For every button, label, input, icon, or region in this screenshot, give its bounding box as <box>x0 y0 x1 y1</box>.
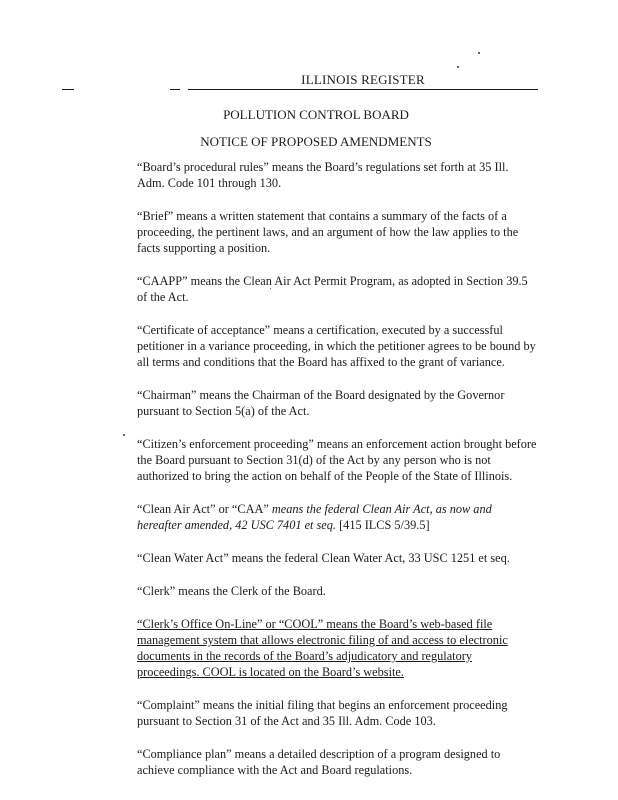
definition-board-procedural-rules: “Board’s procedural rules” means the Board’s regulations set forth at 35 Ill. Adm. Code 101 through 130. <box>137 160 509 190</box>
definition-clerk: “Clerk” means the Clerk of the Board. <box>137 584 326 598</box>
definition-citizens-enforcement-proceeding: “Citizen’s enforcement proceeding” means an enforcement action brought before the Board pursuant to Section 31(d) of the Act by any person who is not authorized to bring the action on behalf of the People of the State of Illinois. <box>137 437 537 483</box>
scan-speck <box>457 66 459 68</box>
definitions-list <box>137 159 537 795</box>
definition-certificate-of-acceptance: “Certificate of acceptance” means a certification, executed by a successful petitioner in a variance proceeding, in which the petitioner agrees to be bound by all terms and conditions that the Board has affixed to the grant of variance. <box>137 323 536 369</box>
definition-clean-air-act-statutory-text: means the federal Clean Air Act, as now and hereafter amended, 42 USC 7401 et seq. <box>137 502 492 532</box>
definition-clean-air-act-term: “Clean Air Act” or “CAA” <box>137 502 272 516</box>
notice-title: NOTICE OF PROPOSED AMENDMENTS <box>200 134 432 149</box>
scan-speck <box>478 52 480 54</box>
header-rule-fragment <box>62 89 74 90</box>
definition-clean-air-act <box>137 501 537 533</box>
definition-cool-added-text: “Clerk’s Office On-Line” or “COOL” means the Board’s web-based file management system that allows electronic filing of and access to electronic documents in the records of the Board’s adjudicatory and regulatory proceedings. COOL is located on the Board’s website. <box>137 617 508 679</box>
board-title: POLLUTION CONTROL BOARD <box>223 107 409 122</box>
scan-speck <box>123 434 125 436</box>
definition-compliance-plan: “Compliance plan” means a detailed description of a program designed to achieve compliance with the Act and Board regulations. <box>137 747 501 777</box>
definition-chairman: “Chairman” means the Chairman of the Board designated by the Governor pursuant to Section 5(a) of the Act. <box>137 388 505 418</box>
definition-complaint: “Complaint” means the initial filing that begins an enforcement proceeding pursuant to Section 31 of the Act and 35 Ill. Adm. Code 103. <box>137 698 508 728</box>
definition-clean-water-act: “Clean Water Act” means the federal Clean Water Act, 33 USC 1251 et seq. <box>137 551 510 565</box>
definition-clean-air-act-citation: [415 ILCS 5/39.5] <box>336 518 430 532</box>
definition-caapp: “CAAPP” means the Clean Air Act Permit Program, as adopted in Section 39.5 of the Act. <box>137 274 528 304</box>
definition-brief: “Brief” means a written statement that contains a summary of the facts of a proceeding, the pertinent laws, and an argument of how the law applies to the facts supporting a position. <box>137 209 519 255</box>
register-title: ILLINOIS REGISTER <box>301 72 425 87</box>
scan-speck <box>270 288 271 289</box>
header-rule <box>188 89 538 90</box>
header-rule-fragment <box>170 89 180 90</box>
